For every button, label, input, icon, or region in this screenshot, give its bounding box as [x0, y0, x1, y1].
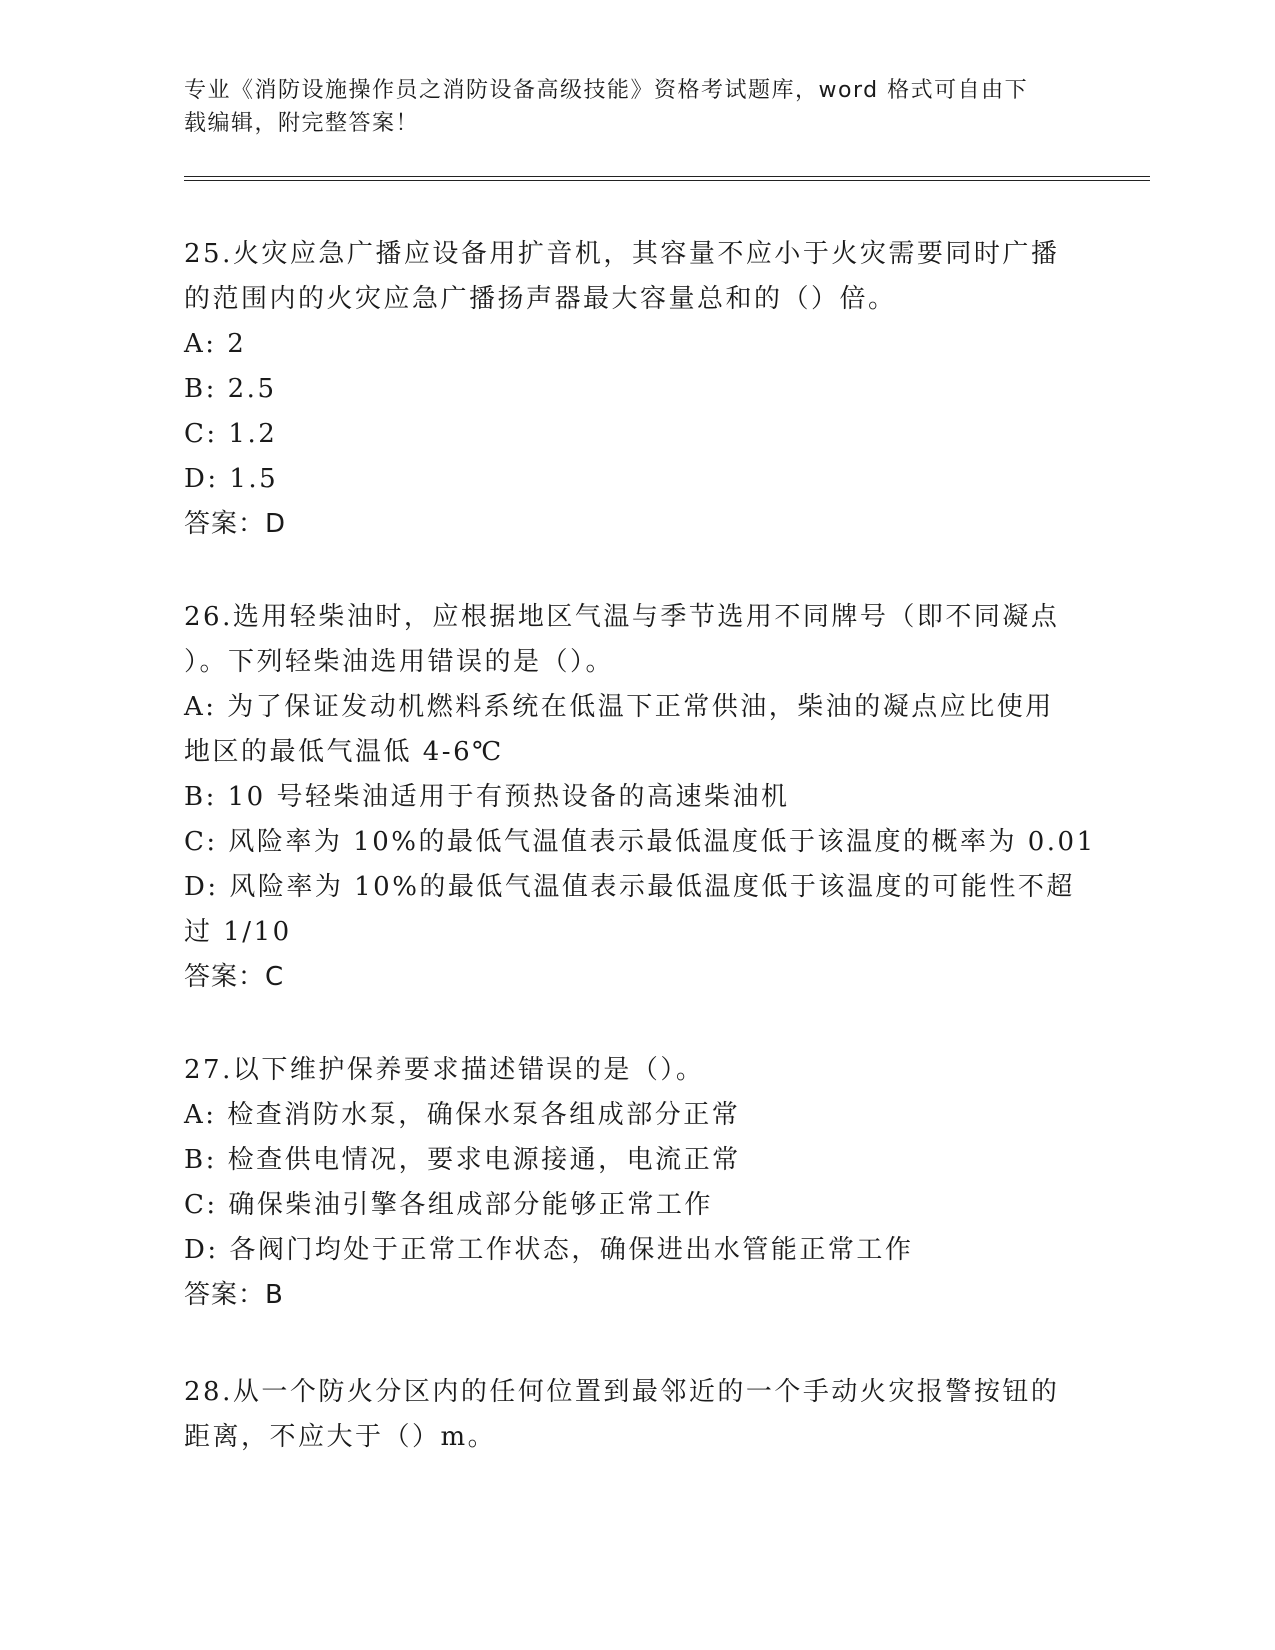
question-stem-line: ）。下列轻柴油选用错误的是（）。	[184, 647, 615, 677]
option-d: D: 1.5	[184, 464, 279, 494]
option-a: A: 检查消防水泵，确保水泵各组成部分正常	[184, 1100, 741, 1130]
option-d: D: 风险率为 10%的最低气温值表示最低温度低于该温度的可能性不超	[184, 872, 1075, 902]
option-d-continued: 过 1/10	[184, 917, 292, 947]
option-b: B: 检查供电情况，要求电源接通，电流正常	[184, 1145, 741, 1175]
question-stem-line: 距离，不应大于（）m。	[184, 1422, 497, 1452]
question-stem-line: 28.从一个防火分区内的任何位置到最邻近的一个手动火灾报警按钮的	[184, 1377, 1060, 1407]
answer-line: 答案：D	[184, 509, 287, 539]
option-d: D: 各阀门均处于正常工作状态，确保进出水管能正常工作	[184, 1235, 914, 1265]
question-26	[184, 595, 1096, 1000]
document-header	[184, 74, 1064, 140]
option-c: C: 1.2	[184, 419, 278, 449]
option-a-continued: 地区的最低气温低 4-6℃	[184, 737, 504, 767]
question-stem-line: 27.以下维护保养要求描述错误的是（）。	[184, 1055, 705, 1085]
header-line-1: 专业《消防设施操作员之消防设备高级技能》资格考试题库，word 格式可自由下	[184, 78, 1029, 103]
option-c: C: 确保柴油引擎各组成部分能够正常工作	[184, 1190, 713, 1220]
option-a: A: 2	[184, 329, 247, 359]
option-c: C: 风险率为 10%的最低气温值表示最低温度低于该温度的概率为 0.01	[184, 827, 1096, 857]
question-stem-line: 25.火灾应急广播应设备用扩音机，其容量不应小于火灾需要同时广播	[184, 239, 1060, 269]
question-28	[184, 1370, 1084, 1460]
question-stem-line: 26.选用轻柴油时，应根据地区气温与季节选用不同牌号（即不同凝点	[184, 602, 1060, 632]
header-line-2: 载编辑，附完整答案！	[184, 111, 420, 136]
question-stem-line: 的范围内的火灾应急广播扬声器最大容量总和的（）倍。	[184, 284, 897, 314]
option-a: A: 为了保证发动机燃料系统在低温下正常供油，柴油的凝点应比使用	[184, 692, 1054, 722]
option-b: B: 10 号轻柴油适用于有预热设备的高速柴油机	[184, 782, 790, 812]
option-b: B: 2.5	[184, 374, 277, 404]
question-25	[184, 232, 1084, 547]
answer-line: 答案：C	[184, 962, 285, 992]
question-27	[184, 1048, 1084, 1318]
answer-line: 答案：B	[184, 1280, 284, 1310]
header-double-rule	[184, 176, 1150, 181]
